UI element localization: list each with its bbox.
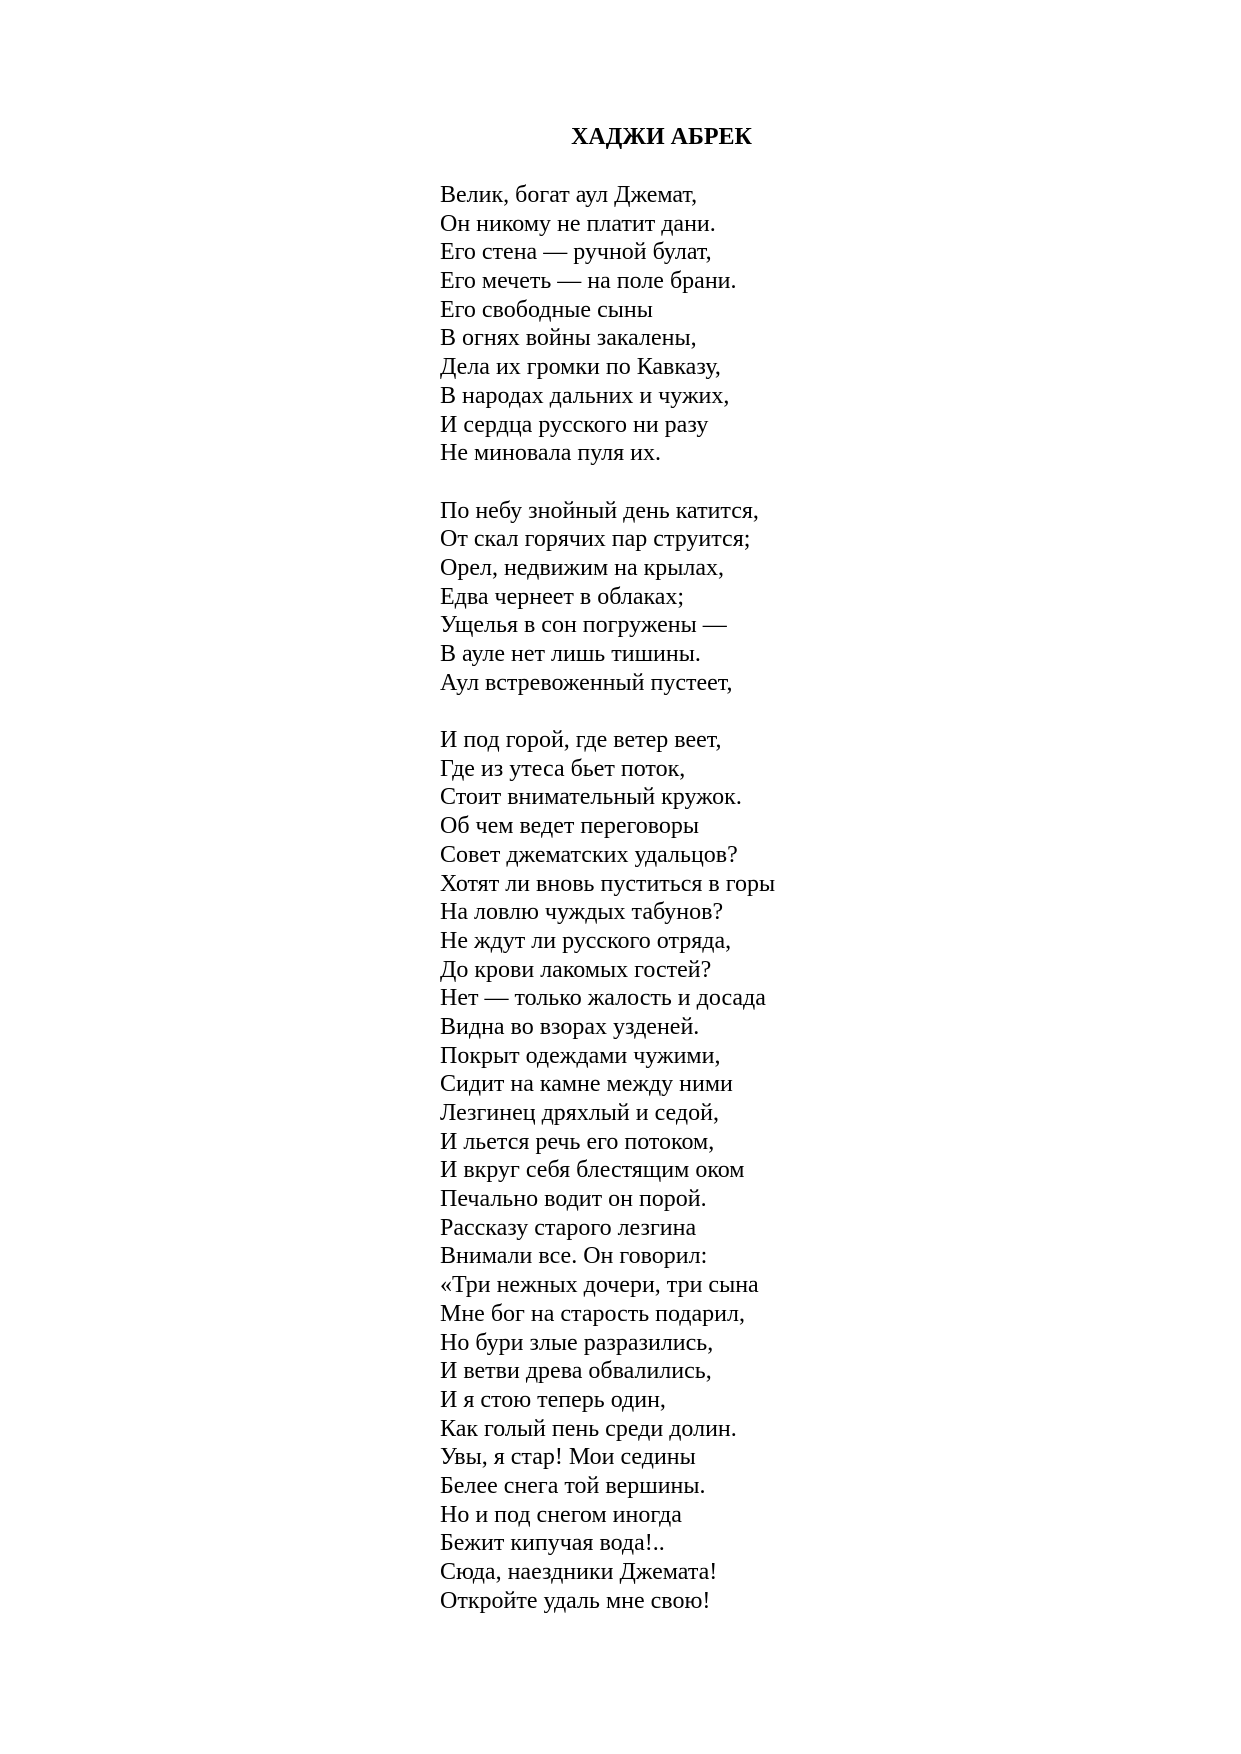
poem-line: Нет — только жалость и досада <box>440 985 766 1012</box>
poem-line: Лезгинец дряхлый и седой, <box>440 1100 719 1126</box>
poem-body <box>440 181 1200 1644</box>
poem-line: В огнях войны закалены, <box>440 325 697 352</box>
poem-line: Сюда, наездники Джемата! <box>440 1559 718 1585</box>
poem-line: Белее снега той вершины. <box>440 1472 706 1499</box>
poem-line: Видна во взорах узденей. <box>440 1013 700 1040</box>
poem-line: Его мечеть — на поле брани. <box>440 268 737 295</box>
poem-line: Печально водит он порой. <box>440 1186 707 1213</box>
poem-line: Его свободные сыны <box>440 296 653 323</box>
poem-line: В народах дальних и чужих, <box>440 382 730 409</box>
poem-line: Увы, я стар! Мои седины <box>440 1444 696 1471</box>
poem-line: И сердца русского ни разу <box>440 411 709 438</box>
poem-line: «Три нежных дочери, три сына <box>440 1272 759 1299</box>
poem-line: Как голый пень среди долин. <box>440 1415 737 1442</box>
poem-line: По небу знойный день катится, <box>440 497 759 524</box>
poem-line: Стоит внимательный кружок. <box>440 784 742 811</box>
poem-line: Аул встревоженный пустеет, <box>440 669 733 696</box>
poem-line: И ветви древа обвалились, <box>440 1358 712 1385</box>
poem-line: Велик, богат аул Джемат, <box>440 182 698 208</box>
poem-title: ХАДЖИ АБРЕК <box>571 124 752 150</box>
poem-line: И я стою теперь один, <box>440 1386 666 1413</box>
poem-line: Но и под снегом иногда <box>440 1501 682 1528</box>
poem-line: Совет джематских удальцов? <box>440 841 738 868</box>
poem-line: Орел, недвижим на крылах, <box>440 554 725 581</box>
poem-line: Об чем ведет переговоры <box>440 813 700 840</box>
poem-line: Едва чернеет в облаках; <box>440 583 685 610</box>
poem-line: От скал горячих пар струится; <box>440 526 751 553</box>
poem-line: Рассказу старого лезгина <box>440 1214 697 1241</box>
stanza <box>440 726 1200 1615</box>
poem-line: До крови лакомых гостей? <box>440 956 712 983</box>
poem-line: И вкруг себя блестящим оком <box>440 1157 745 1184</box>
poem-line: Покрыт одеждами чужими, <box>440 1042 721 1069</box>
poem-line: Мне бог на старость подарил, <box>440 1300 745 1327</box>
stanza <box>440 181 1200 468</box>
poem-line: В ауле нет лишь тишины. <box>440 641 701 667</box>
poem-line: Внимали все. Он говорил: <box>440 1243 708 1270</box>
poem-line: Бежит кипучая вода!.. <box>440 1530 665 1557</box>
poem-line: Ущелья в сон погружены — <box>440 612 727 639</box>
poem-line: Сидит на камне между ними <box>440 1071 733 1098</box>
poem-line: Откройте удаль мне свою! <box>440 1587 711 1614</box>
stanza <box>440 497 1200 698</box>
poem-line: Он никому не платит дани. <box>440 210 716 237</box>
poem-line: Не миновала пуля их. <box>440 440 662 467</box>
poem-line: На ловлю чуждых табунов? <box>440 899 724 926</box>
poem-line: И под горой, где ветер веет, <box>440 727 722 754</box>
poem-line: Но бури злые разразились, <box>440 1329 714 1356</box>
poem-line: Где из утеса бьет поток, <box>440 755 686 782</box>
poem-line: И льется речь его потоком, <box>440 1128 715 1155</box>
poem-line: Его стена — ручной булат, <box>440 239 712 266</box>
poem-line: Хотят ли вновь пуститься в горы <box>440 870 776 897</box>
poem-line: Дела их громки по Кавказу, <box>440 354 721 381</box>
poem-line: Не ждут ли русского отряда, <box>440 927 732 954</box>
